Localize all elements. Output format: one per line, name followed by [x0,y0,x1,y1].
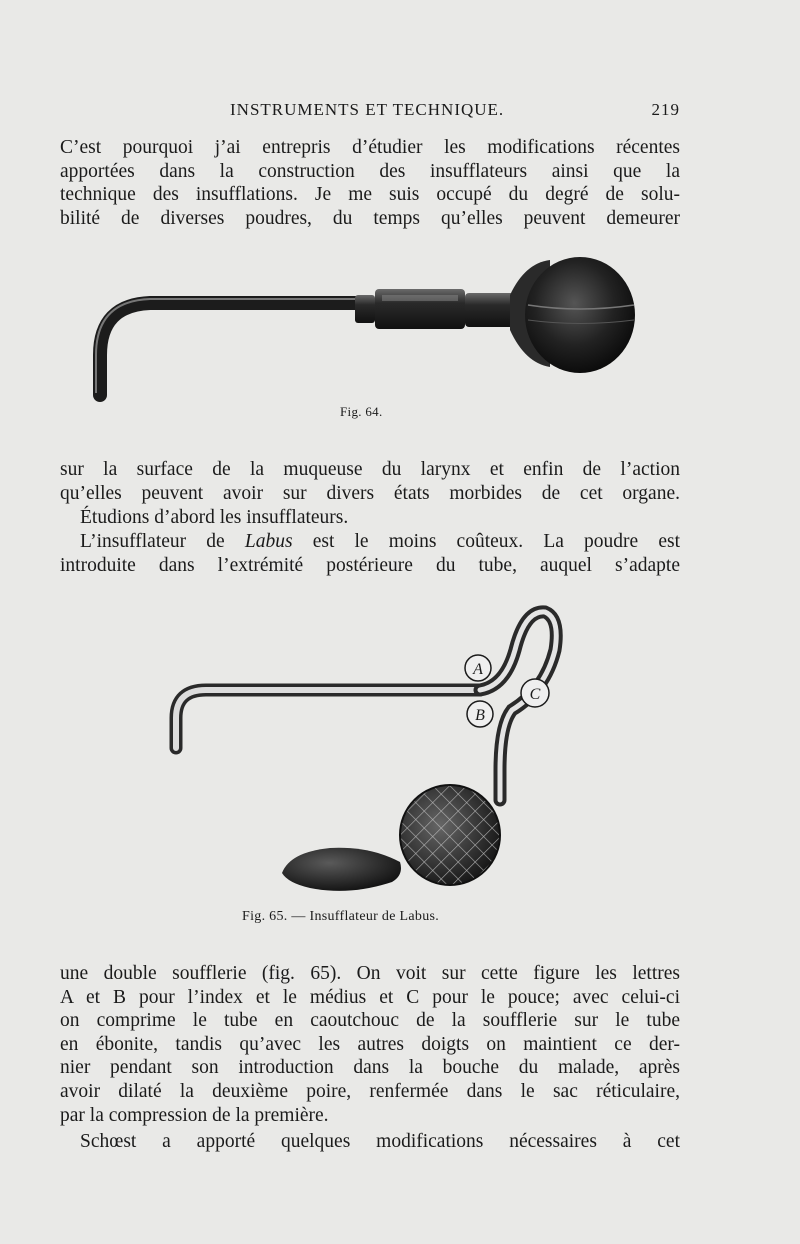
text-run: L’insufflateur de [80,531,245,552]
text-line: Schœst a apporté quelques modifications nécessaires à cet [80,1131,680,1152]
text-line: apportées dans la construction des insufflateurs ainsi que la [60,160,680,182]
text-line: bilité de diverses poudres, du temps qu’elles peuvent demeurer [60,207,680,229]
text-line: sur la surface de la muqueuse du larynx et enfin de l’action [60,459,680,480]
text-line: technique des insufflations. Je me suis occupé du degré de solu- [60,184,680,206]
figure-65-labus-insufflator [0,590,800,910]
text-run: est le moins coûteux. La poudre est [292,531,680,552]
running-title: INSTRUMENTS ET TECHNIQUE. [230,100,505,119]
text-line: A et B pour l’index et le médius et C pour le pouce; avec celui-ci [60,986,680,1008]
figure-64-caption: Fig. 64. [340,404,383,419]
text-line: Étudions d’abord les insufflateurs. [80,507,349,528]
label-a: A [473,661,483,678]
paragraph-4 [60,530,680,577]
figure-64-insufflator [0,255,800,415]
text-line: en ébonite, tandis qu’avec les autres doigts on maintient ce der- [60,1033,680,1055]
text-line: par la compression de la première. [60,1104,329,1126]
text-line: introduite dans l’extrémité postérieure du tube, auquel s’adapte [60,554,680,576]
running-header [60,100,680,124]
text-line: nier pendant son introduction dans la bouche du malade, après [60,1057,680,1079]
text-line: avoir dilaté la deuxième poire, renfermée dans le sac réticulaire, [60,1080,680,1102]
paragraph-3 [60,506,680,530]
text-line [60,530,680,554]
label-c: C [529,686,541,703]
paragraph-6 [60,1130,680,1154]
paragraph-5 [60,962,680,1127]
text-line: qu’elles peuvent avoir sur divers états morbides de cet organe. [60,482,680,504]
text-line: C’est pourquoi j’ai entrepris d’étudier les modifications récentes [60,137,680,158]
label-b: B [475,707,485,724]
text-line: on comprime le tube en caoutchouc de la soufflerie sur le tube [60,1010,680,1032]
paragraph-1 [60,136,680,230]
author-name: Labus [244,531,293,552]
text-line: une double soufflerie (fig. 65). On voit sur cette figure les lettres [60,963,680,984]
page-number: 219 [651,100,680,119]
figure-65-caption: Fig. 65. — Insufflateur de Labus. [242,909,440,924]
paragraph-2 [60,458,680,505]
